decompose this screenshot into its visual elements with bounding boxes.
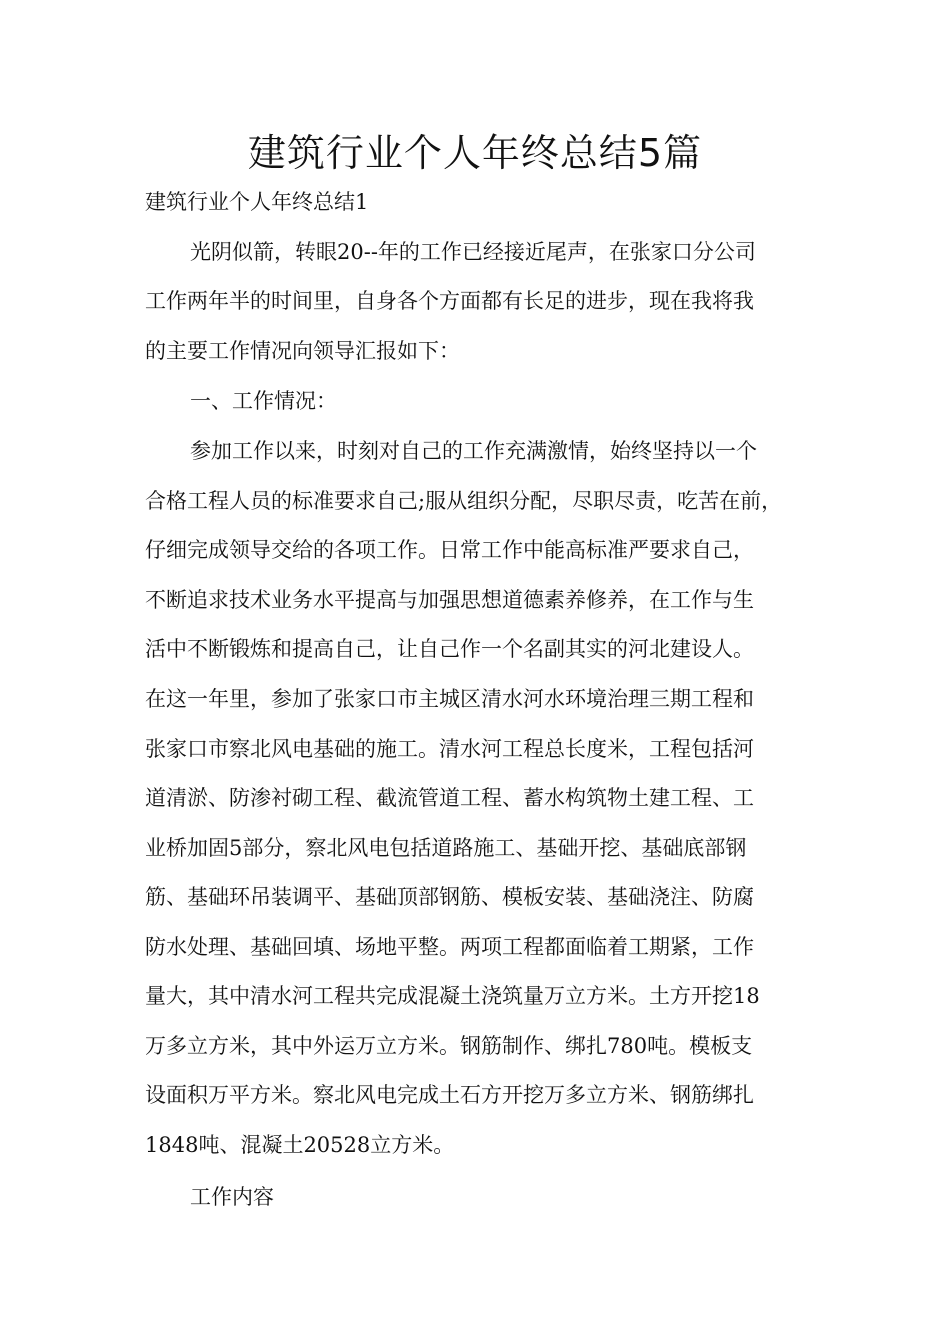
paragraph-line: 业桥加固5部分，察北风电包括道路施工、基础开挖、基础底部钢: [145, 836, 747, 860]
document-subtitle: 建筑行业个人年终总结1: [145, 190, 369, 214]
paragraph-line: 万多立方米，其中外运万立方米。钢筋制作、绑扎780吨。模板支: [145, 1034, 753, 1058]
paragraph-line: 1848吨、混凝土20528立方米。: [145, 1133, 455, 1157]
paragraph-line: 不断追求技术业务水平提高与加强思想道德素养修养，在工作与生: [145, 588, 754, 612]
paragraph-line: 防水处理、基础回填、场地平整。两项工程都面临着工期紧，工作: [145, 935, 754, 959]
section-heading: 工作内容: [190, 1185, 274, 1209]
document-title: 建筑行业个人年终总结5篇: [247, 131, 703, 175]
paragraph-line: 在这一年里，参加了张家口市主城区清水河水环境治理三期工程和: [145, 687, 754, 711]
paragraph-line: 工作两年半的时间里，自身各个方面都有长足的进步，现在我将我: [145, 289, 754, 313]
paragraph-line: 道清淤、防渗衬砌工程、截流管道工程、蓄水构筑物土建工程、工: [145, 786, 754, 810]
paragraph-line: 张家口市察北风电基础的施工。清水河工程总长度米，工程包括河: [145, 737, 754, 761]
paragraph-line: 活中不断锻炼和提高自己，让自己作一个名副其实的河北建设人。: [145, 637, 754, 661]
paragraph-line: 参加工作以来，时刻对自己的工作充满激情，始终坚持以一个: [190, 439, 757, 463]
paragraph-line: 的主要工作情况向领导汇报如下：: [145, 339, 460, 363]
paragraph-line: 仔细完成领导交给的各项工作。日常工作中能高标准严要求自己，: [145, 538, 754, 562]
paragraph-line: 光阴似箭，转眼20--年的工作已经接近尾声，在张家口分公司: [190, 240, 756, 264]
paragraph-line: 量大，其中清水河工程共完成混凝土浇筑量万立方米。土方开挖18: [145, 984, 760, 1008]
paragraph-line: 合格工程人员的标准要求自己;服从组织分配，尽职尽责，吃苦在前，: [145, 489, 783, 513]
paragraph-line: 筋、基础环吊装调平、基础顶部钢筋、模板安装、基础浇注、防腐: [145, 885, 754, 909]
paragraph-line: 设面积万平方米。察北风电完成土石方开挖万多立方米、钢筋绑扎: [145, 1083, 754, 1107]
section-heading: 一、工作情况：: [190, 389, 337, 413]
